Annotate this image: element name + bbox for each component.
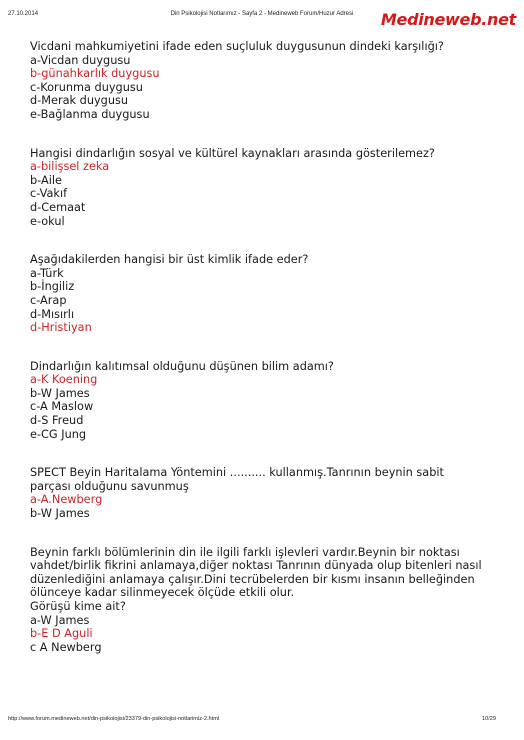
answer-option: Görüşü kime ait? [30, 600, 126, 613]
answer-option: b-Aile [30, 173, 62, 187]
answer-option: d-Mısırlı [30, 307, 75, 321]
answer-option: e-Bağlanma duygusu [30, 107, 150, 121]
question-text: Vicdani mahkumiyetini ifade eden suçluluk duygusunun dindeki karşılığı? [30, 40, 444, 53]
question-text: Aşağıdakilerden hangisi bir üst kimlik ifade eder? [30, 253, 309, 267]
question-block [30, 40, 510, 122]
print-date: 27.10.2014 [8, 11, 39, 17]
correct-answer-option: b-günahkarlık duygusu [30, 67, 160, 81]
question-text: SPECT Beyin Haritalama Yöntemini .......... kullanmış.Tanrının beynin sabit [30, 466, 444, 480]
answer-option: vahdet/birlik fikrini anlamaya,diğer noktası Tanrının dünyada olup bitenleri nasıl [30, 559, 482, 573]
question-text: Beynin farklı bölümlerinin din ile ilgili farklı işlevleri vardır.Beynin bir noktası [30, 545, 460, 559]
answer-option: d-Cemaat [30, 200, 86, 214]
source-url[interactable]: http://www.forum.medineweb.net/din-psikolojisi/23379-din-psikolojisi-notlarimiz-2.html [8, 716, 220, 722]
answer-option: a-W James [30, 613, 90, 627]
question-block [30, 147, 510, 229]
question-block [30, 360, 510, 442]
answer-option: c-Korunma duygusu [30, 80, 143, 94]
question-text: Dindarlığın kalıtımsal olduğunu düşünen bilim adamı? [30, 359, 334, 373]
answer-option: a-Türk [30, 266, 64, 280]
correct-answer-option: a-K Koening [30, 373, 98, 387]
answer-option: ölünceye kadar silinmeyecek ölçüde etkili olur. [30, 586, 295, 600]
question-list [30, 40, 510, 654]
correct-answer-option: a-bilişsel zeka [30, 160, 110, 174]
page-title: Din Psikolojisi Notlarımız - Sayfa 2 - Medineweb Forum/Huzur Adresi [170, 11, 354, 17]
page-footer [0, 716, 524, 726]
answer-option: parçası olduğunu savunmuş [30, 479, 189, 493]
answer-option: e-okul [30, 214, 65, 228]
correct-answer-option: a-A.Newberg [30, 493, 103, 507]
answer-option: e-CG Jung [30, 427, 87, 441]
answer-option: b-W James [30, 386, 90, 400]
question-block [30, 466, 510, 520]
question-block [30, 546, 510, 655]
answer-option: c-Arap [30, 293, 67, 307]
correct-answer-option: d-Hristiyan [30, 321, 92, 335]
answer-option: c A Newberg [30, 640, 102, 654]
question-block [30, 253, 510, 335]
question-text: Hangisi dindarlığın sosyal ve kültürel kaynakları arasında gösterilemez? [30, 146, 435, 160]
answer-option: c-A Maslow [30, 400, 94, 414]
answer-option: c-Vakıf [30, 187, 68, 201]
answer-option: a-Vicdan duygusu [30, 53, 131, 67]
page-number: 10/29 [482, 716, 496, 722]
answer-option: d-Merak duygusu [30, 94, 129, 108]
answer-option: d-S Freud [30, 414, 84, 428]
answer-option: düzenlediğini anlamaya çalışır.Dini tecrübelerden bir kısmı insanın belleğinden [30, 572, 475, 586]
site-logo: Medineweb.net [380, 10, 516, 29]
answer-option: b-W James [30, 507, 90, 521]
answer-option: b-İngiliz [30, 280, 75, 294]
correct-answer-option: b-E D Aguli [30, 627, 93, 641]
